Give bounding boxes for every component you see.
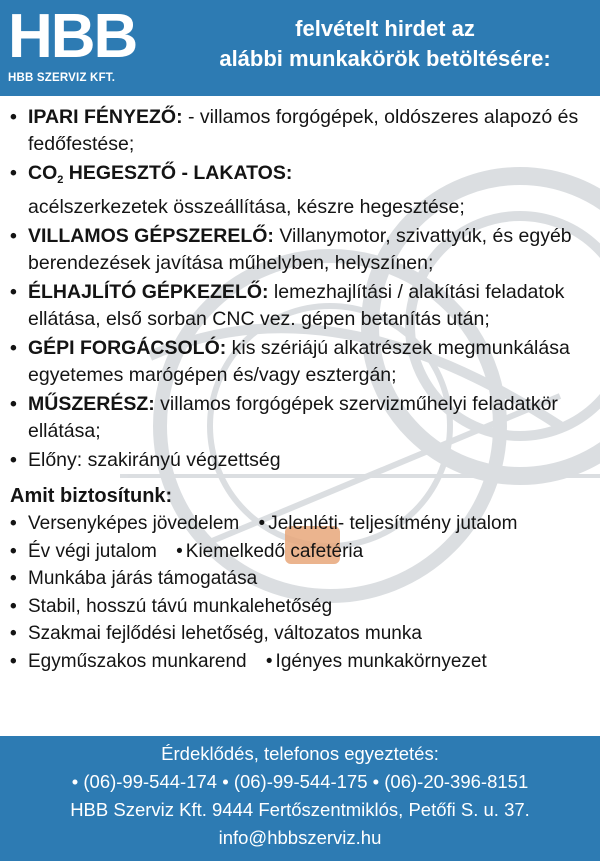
job-item-elhajlito-gepkezelo bbox=[0, 279, 600, 333]
headline bbox=[170, 14, 600, 74]
benefit-item: Egyműszakos munkarend bbox=[28, 650, 247, 672]
bullet-icon: • bbox=[10, 337, 17, 359]
headline-line-2: alábbi munkakörök betöltésére: bbox=[219, 46, 551, 71]
bullet-icon: • bbox=[10, 513, 17, 534]
bullet-icon: • bbox=[10, 449, 17, 471]
job-title-co: CO bbox=[28, 162, 58, 184]
contact-footer bbox=[0, 736, 600, 861]
benefit-item: Kiemelkedő cafetéria bbox=[185, 540, 364, 562]
header-banner bbox=[0, 0, 600, 96]
benefit-row bbox=[0, 510, 600, 538]
benefit-item: Év végi jutalom bbox=[28, 540, 157, 562]
job-item-villamos-gepszerelo bbox=[0, 223, 600, 277]
bullet-icon: • bbox=[10, 106, 17, 128]
bullet-icon: • bbox=[10, 623, 17, 644]
job-description: Villanymotor, szivattyúk, és egyéb berendezések javítása műhelyben, helyszínen; bbox=[28, 225, 572, 274]
bullet-icon: • bbox=[10, 393, 17, 415]
bullet-icon: • bbox=[10, 162, 17, 184]
benefit-row bbox=[0, 620, 600, 648]
job-list bbox=[0, 104, 600, 675]
logo-mark: HBB bbox=[8, 2, 137, 71]
bullet-icon: • bbox=[10, 568, 17, 589]
bullet-icon: • bbox=[10, 650, 17, 672]
benefit-row bbox=[0, 593, 600, 621]
bullet-icon: • bbox=[10, 225, 17, 247]
bullet-icon: • bbox=[10, 595, 17, 617]
job-item-ipari-fenyezo bbox=[0, 104, 600, 158]
job-description: kis szériájú alkatrészek megmunkálása egyetemes marógépen és/vagy esztergán; bbox=[28, 337, 570, 386]
benefit-item: Jelenléti- teljesítmény jutalom bbox=[268, 513, 518, 534]
benefit-row bbox=[0, 648, 600, 676]
benefit-row bbox=[0, 538, 600, 566]
headline-line-1: felvételt hirdet az bbox=[295, 16, 475, 41]
bullet-icon: • bbox=[10, 281, 17, 303]
company-address: HBB Szerviz Kft. 9444 Fertőszentmiklós, Petőfi S. u. 37. bbox=[70, 799, 530, 820]
logo-company-name: HBB SZERVIZ KFT. bbox=[8, 72, 116, 84]
benefit-item: Stabil, hosszú távú munkalehetőség bbox=[28, 595, 333, 617]
job-title: MŰSZERÉSZ: bbox=[28, 393, 155, 415]
contact-email[interactable]: info@hbbszerviz.hu bbox=[218, 827, 382, 848]
job-title-subscript: 2 bbox=[57, 174, 64, 186]
job-title: IPARI FÉNYEZŐ: bbox=[28, 106, 183, 128]
job-description: villamos forgógépek szervizműhelyi feladatkör ellátása; bbox=[28, 393, 558, 442]
job-title: GÉPI FORGÁCSOLÓ: bbox=[28, 337, 227, 359]
job-description: acélszerkezetek összeállítása, készre hegesztése; bbox=[28, 196, 465, 218]
benefit-row bbox=[0, 565, 600, 593]
benefit-item: Szakmai fejlődési lehetőség, változatos munka bbox=[28, 623, 422, 644]
benefit-item: Versenyképes jövedelem bbox=[28, 513, 240, 534]
phone-numbers: • (06)-99-544-174 • (06)-99-544-175 • (06)-20-396-8151 bbox=[71, 771, 529, 792]
job-item-muszeresz bbox=[0, 391, 600, 445]
bullet-icon: • bbox=[176, 540, 183, 562]
company-logo bbox=[8, 2, 158, 88]
bullet-icon: • bbox=[265, 650, 273, 672]
job-description: - villamos forgógépek, oldószeres alapozó és fedőfestése; bbox=[28, 106, 579, 155]
contact-heading: Érdeklődés, telefonos egyeztetés: bbox=[161, 743, 439, 764]
benefits-title: Amit biztosítunk: bbox=[10, 485, 173, 507]
job-item-elony bbox=[0, 447, 600, 474]
advantage-text: Előny: szakirányú végzettség bbox=[28, 449, 281, 471]
job-title-rest: HEGESZTŐ - LAKATOS: bbox=[63, 162, 293, 184]
bullet-icon: • bbox=[10, 540, 17, 562]
job-title: VILLAMOS GÉPSZERELŐ: bbox=[28, 225, 274, 247]
job-description: lemezhajlítási / alakítási feladatok ellátása, első sorban CNC vez. gépen betanítás után; bbox=[28, 281, 565, 330]
job-item-co2-hegeszto bbox=[0, 160, 600, 221]
bullet-icon: • bbox=[258, 513, 266, 534]
benefit-item: Munkába járás támogatása bbox=[28, 568, 258, 589]
job-title: ÉLHAJLÍTÓ GÉPKEZELŐ: bbox=[28, 281, 269, 303]
job-item-gepi-forgacsolo bbox=[0, 335, 600, 389]
benefit-item: Igényes munkakörnyezet bbox=[275, 650, 487, 672]
